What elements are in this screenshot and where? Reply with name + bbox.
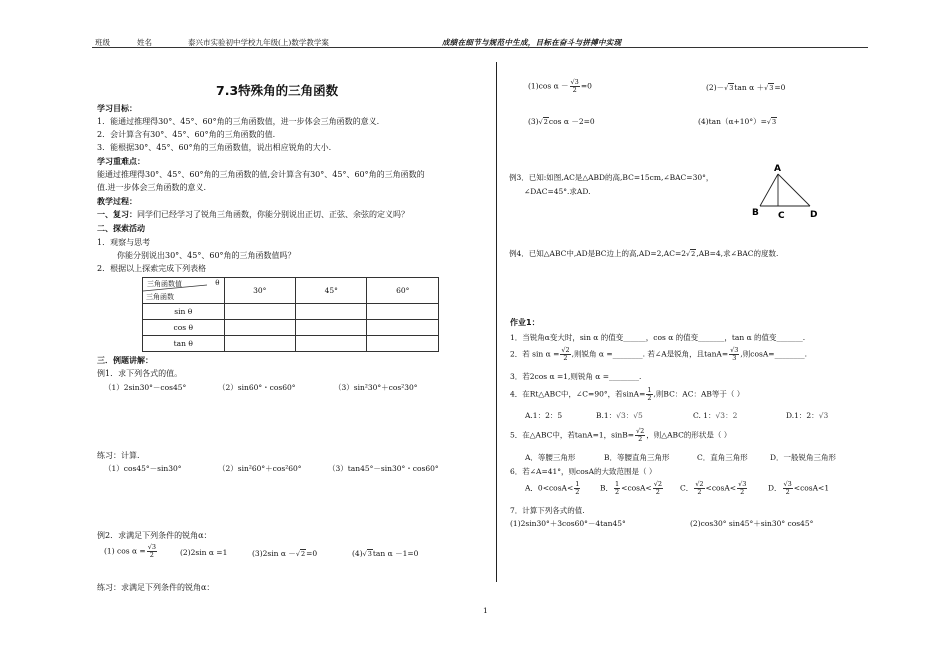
homework-6-option-a <box>525 481 581 496</box>
ex4-text-b: ,AB=4,求∠BAC的度数. <box>696 249 779 258</box>
homework-6-option-c <box>680 481 748 496</box>
hw6-d-num: √3 <box>783 480 792 488</box>
practice-item-r1 <box>528 79 592 94</box>
explore-2: 2．根据以上探索完成下列表格 <box>97 264 207 273</box>
hw6-b-text: B． <box>600 483 614 493</box>
practice-item-r4 <box>698 116 777 127</box>
example-2-item-4 <box>352 548 418 559</box>
hw2-text-c: ,则cosA=________. <box>740 349 807 359</box>
hw2-fraction-1 <box>560 347 570 362</box>
hw4-den: 2 <box>647 394 652 402</box>
r4-radicand: 3 <box>772 118 777 126</box>
table-cell <box>296 336 367 352</box>
hw2-den: 2 <box>563 354 568 362</box>
ex2-d-text: (4) <box>352 549 363 558</box>
table-cell <box>367 304 439 320</box>
hw4-opt-c-label: C. 1： <box>693 411 716 420</box>
corner-top-label: 三角函数值 <box>147 280 182 288</box>
corner-bottom-label: 三角函数 <box>146 293 174 301</box>
ex4-text-a: 例4．已知△ABC中,AD是BC边上的高,AD=2,AC=2 <box>509 249 687 258</box>
hw6-a-text: A．0<cosA< <box>525 483 574 493</box>
goal-3: 3．能根据30°、45°、60°角的三角函数值，说出相应锐角的大小. <box>97 143 332 152</box>
homework-3: 3．若2cos α =1,则锐角 α =________. <box>510 372 642 381</box>
explore-1-question: 你能分别说出30°、45°、60°角的三角函数值吗？ <box>117 251 296 260</box>
example-1: 例1．求下列各式的值。 <box>97 369 183 378</box>
review-text: 同学们已经学习了锐角三角函数，你能分别说出正切、正弦、余弦的定义吗？ <box>137 210 409 219</box>
practice-heading: 练习：计算. <box>97 451 140 460</box>
r3-tail: cos α －2=0 <box>548 117 595 126</box>
label-C: C <box>778 211 785 221</box>
table-cell <box>367 320 439 336</box>
practice-item-1: （1）cos45°－sin30° <box>104 464 182 473</box>
motto: 成绩在细节与规范中生成，目标在奋斗与拼搏中实现 <box>442 38 622 47</box>
homework-4-option-c <box>693 410 737 421</box>
hw6-c-mid: <cosA< <box>705 483 737 493</box>
side-AD <box>778 174 810 206</box>
example-2: 例2．求满足下列条件的锐角α： <box>97 531 212 540</box>
r1-tail: =0 <box>580 81 592 91</box>
hw4-opt-d-tail: √3 <box>818 411 829 420</box>
table-corner-cell <box>143 278 225 304</box>
hw4-opt-d-label: D.1：2： <box>786 411 819 420</box>
hw6-b-mid: <cosA< <box>621 483 652 493</box>
practice-2-heading: 练习：求满足下列条件的锐角α： <box>97 583 215 592</box>
hw6-d-tail: <cosA<1 <box>793 483 830 493</box>
homework-4-option-a: A.1：2：5 <box>525 411 563 420</box>
r2-radicand-2: 3 <box>769 84 774 92</box>
hw4-fraction <box>646 387 652 402</box>
r2-radicand: 3 <box>729 84 734 92</box>
homework-5-option-a: A．等腰三角形 <box>525 453 576 462</box>
example-4 <box>509 248 778 259</box>
hw6-c-den-2: 2 <box>740 488 745 496</box>
ex2-a-text: (1) cos α = <box>104 546 146 556</box>
table-cell <box>224 336 295 352</box>
example-2-item-1 <box>104 544 158 559</box>
example-1-item-3: （3）sin²30°＋cos²30° <box>334 383 418 392</box>
homework-6-option-d <box>768 481 829 496</box>
r1-text: (1)cos α － <box>528 81 569 91</box>
practice-item-3: （3）tan45°－sin30°・cos60° <box>328 464 439 473</box>
hw4-opt-b-label: B.1： <box>596 411 617 420</box>
ex2-c-sqrt: √2 <box>295 550 306 558</box>
example-1-item-2: （2）sin60°・cos60° <box>218 383 296 392</box>
homework-1: 1．当锐角α变大时，sin α 的值变______，cos α 的值变_______，tan α 的值变_______. <box>510 333 806 342</box>
table-cell <box>296 320 367 336</box>
r1-den: 2 <box>572 86 577 94</box>
example-3-line-1: 例3．已知:如图,AC是△ABD的高,BC=15cm,∠BAC=30°， <box>509 173 714 182</box>
homework-6-option-b <box>600 481 664 496</box>
hw6-d-text: D． <box>768 483 782 493</box>
r2-sqrt-2: √3 <box>764 84 774 92</box>
school-title: 泰兴市实验初中学校九年级(上)数学教学案 <box>188 38 329 47</box>
hw4-num: 1 <box>647 386 652 394</box>
label-A: A <box>774 164 781 174</box>
practice-item-r3 <box>528 116 595 127</box>
hw6-c-fraction-2 <box>737 481 747 496</box>
table-cell <box>296 304 367 320</box>
hw4-opt-c-tail: √3：2 <box>715 411 738 420</box>
key-line-1: 能通过推理得30°、45°、60°角的三角函数的值,会计算含有30°、45°、60°角的三角函数的 <box>97 170 425 179</box>
example-2-item-3 <box>252 548 317 559</box>
trig-values-table <box>142 277 439 352</box>
homework-7-item-2: (2)cos30° sin45°＋sin30° cos45° <box>690 519 814 528</box>
column-divider <box>496 62 497 582</box>
hw6-c-num-2: √3 <box>738 480 747 488</box>
table-cell <box>367 336 439 352</box>
examples-heading: 三．例题讲解： <box>97 356 153 365</box>
triangle-figure <box>748 160 828 222</box>
hw6-d-den: 2 <box>785 488 790 496</box>
homework-4 <box>510 387 744 402</box>
table-col-header-60: 60° <box>367 278 439 304</box>
page-title: 7.3特殊角的三角函数 <box>216 83 339 98</box>
hw6-d-fraction <box>783 481 793 496</box>
homework-2 <box>510 347 807 362</box>
hw2-num-2: √3 <box>730 346 739 354</box>
table-row-header-tan: tan θ <box>143 336 225 352</box>
r3-sqrt: √2 <box>538 118 548 126</box>
example-2-item-2: (2)2sin α =1 <box>180 548 228 557</box>
key-line-2: 值.进一步体会三角函数的意义. <box>97 183 207 192</box>
r3-radicand: 2 <box>543 118 548 126</box>
hw2-den-2: 3 <box>732 354 737 362</box>
hw6-c-num: √2 <box>695 480 704 488</box>
r2-tail: =0 <box>774 83 786 92</box>
r4-text: (4)tan（α+10°）= <box>698 117 767 126</box>
practice-item-r2 <box>706 82 785 93</box>
hw2-num: √2 <box>561 346 570 354</box>
table-cell <box>224 320 295 336</box>
homework-heading: 作业1： <box>510 318 540 327</box>
ex2-c-radicand: 2 <box>300 550 306 558</box>
homework-5-option-b: B．等腰直角三角形 <box>604 453 670 462</box>
ex2-d-sqrt: √3 <box>362 550 372 558</box>
label-D: D <box>810 210 818 220</box>
ex2-d-tail: tan α －1=0 <box>372 549 419 558</box>
hw4-opt-b-tail: √3：√5 <box>616 411 643 420</box>
example-3-line-2: ∠DAC=45°.求AD. <box>524 187 591 196</box>
homework-7: 7．计算下列各式的值. <box>510 506 585 515</box>
ex4-radicand: 2 <box>691 250 696 258</box>
ex2-c-text: (3)2sin α － <box>252 549 296 558</box>
hw6-b-den: 2 <box>615 488 620 496</box>
homework-7-item-1: (1)2sin30°＋3cos60°－4tan45° <box>510 519 626 528</box>
table-cell <box>224 304 295 320</box>
table-col-header-30: 30° <box>224 278 295 304</box>
page-number: 1 <box>483 606 488 615</box>
hw5-text-b: ，则△ABC的形状是（ ） <box>646 430 732 440</box>
hw6-b-num-2: √2 <box>653 480 662 488</box>
hw5-num: √2 <box>636 427 645 435</box>
process-heading: 教学过程： <box>97 197 137 206</box>
homework-5-option-c: C．直角三角形 <box>697 453 748 462</box>
r4-sqrt: √3 <box>766 118 777 126</box>
key-heading: 学习重难点： <box>97 157 145 166</box>
practice-item-2: （2）sin²60°＋cos²60° <box>218 464 302 473</box>
hw6-b-den-2: 2 <box>655 488 660 496</box>
hw6-c-den: 2 <box>697 488 702 496</box>
hw6-a-fraction <box>574 481 580 496</box>
goal-1: 1．能通过推理得30°、45°、60°角的三角函数值，进一步体会三角函数的意义. <box>97 117 380 126</box>
ex2-a-den: 2 <box>149 551 154 559</box>
homework-6: 6．若∠A=41°，则cosA的大致范围是（ ） <box>510 467 657 476</box>
hw5-text-a: 5．在△ABC中，若tanA=1，sinB= <box>510 430 635 440</box>
ex4-sqrt: √2 <box>686 250 696 258</box>
explore-1: 1．观察与思考 <box>97 238 151 247</box>
table-col-header-45: 45° <box>296 278 367 304</box>
corner-theta-label: θ <box>215 279 220 287</box>
hw6-b-fraction-1 <box>614 481 620 496</box>
header-rule <box>92 47 868 48</box>
homework-4-option-b <box>596 410 643 421</box>
hw2-text-b: ,则锐角 α =________. 若∠A是锐角，且tanA= <box>571 349 729 359</box>
homework-5-option-d: D．一般锐角三角形 <box>770 453 837 462</box>
hw6-c-text: C． <box>680 483 694 493</box>
hw5-den: 2 <box>638 435 643 443</box>
table-row-header-cos: cos θ <box>143 320 225 336</box>
label-B: B <box>752 208 759 218</box>
homework-4-option-d <box>786 410 828 421</box>
side-AB <box>760 174 778 206</box>
hw5-fraction <box>635 428 645 443</box>
r1-fraction <box>570 79 580 94</box>
hw4-text-a: 4．在Rt△ABC中，∠C=90°，若sinA= <box>510 389 646 399</box>
ex2-a-num: √3 <box>147 543 156 551</box>
table-row-header-sin: sin θ <box>143 304 225 320</box>
r1-num: √3 <box>570 78 579 86</box>
ex2-d-radicand: 3 <box>367 550 372 558</box>
hw6-b-fraction-2 <box>653 481 663 496</box>
r2-text: (2)－ <box>706 83 725 92</box>
hw6-a-num: 1 <box>575 480 580 488</box>
explore-heading: 二、探索活动 <box>97 224 145 233</box>
goals-heading: 学习目标： <box>97 104 137 113</box>
hw2-fraction-2 <box>729 347 739 362</box>
class-label: 班级 <box>95 38 110 47</box>
hw6-a-den: 2 <box>575 488 580 496</box>
r2-mid: tan α ＋ <box>734 83 765 92</box>
ex2-c-tail: =0 <box>306 549 318 558</box>
name-label: 姓名 <box>137 38 152 47</box>
r3-text: (3) <box>528 117 539 126</box>
goal-2: 2．会计算含有30°、45°、60°角的三角函数的值. <box>97 130 276 139</box>
r2-sqrt: √3 <box>724 84 734 92</box>
hw4-text-b: ,则BC：AC：AB等于（ ） <box>653 389 745 399</box>
review-label: 一、复习： <box>97 210 137 219</box>
ex2-a-fraction <box>147 544 157 559</box>
review-line <box>97 209 409 220</box>
hw2-text-a: 2．若 sin α = <box>510 349 560 359</box>
hw6-b-num: 1 <box>615 480 620 488</box>
homework-5 <box>510 428 731 443</box>
example-1-item-1: （1）2sin30°－cos45° <box>104 383 187 392</box>
hw6-c-fraction-1 <box>694 481 704 496</box>
